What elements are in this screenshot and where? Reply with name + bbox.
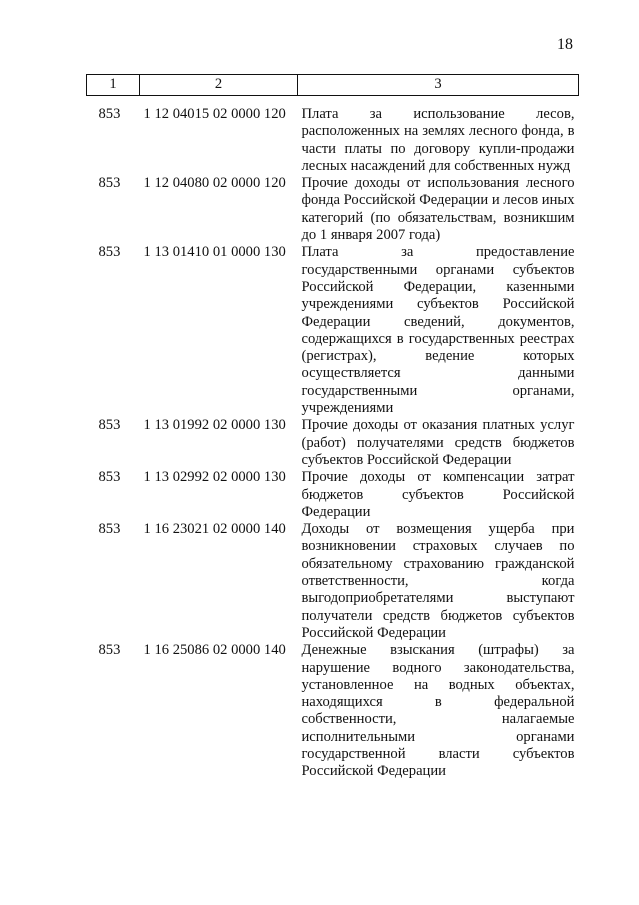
table-row (87, 521, 579, 642)
budget-code-cell: 1 16 25086 02 0000 140 (143, 642, 286, 659)
budget-code-cell: 1 13 02992 02 0000 130 (143, 469, 286, 486)
admin-code-cell: 853 (98, 244, 121, 261)
table-body (87, 96, 579, 781)
page-number: 18 (557, 36, 573, 53)
admin-code-cell: 853 (98, 469, 121, 486)
revenue-description-cell: Денежные взыскания (штрафы) за нарушение водного законодательства, установленное на водных объектах, находящихся в федеральной собственности, налагаемые исполнительными органами государственной власти субъектов Российской Федерации (301, 642, 575, 780)
admin-code-cell: 853 (98, 175, 121, 192)
revenue-description-cell: Прочие доходы от компенсации затрат бюджетов субъектов Российской Федерации (301, 469, 575, 520)
table-row (87, 642, 579, 780)
admin-code-cell: 853 (98, 642, 121, 659)
table-row (87, 469, 579, 521)
admin-code-cell: 853 (98, 417, 121, 434)
column-header-3: 3 (298, 75, 579, 96)
table-row (87, 417, 579, 469)
revenue-description-cell: Доходы от возмещения ущерба при возникновении страховых случаев по обязательному страхованию гражданской ответственности, когда выгодоприобретателями выступают получатели средств бюджетов субъектов Российской Федерации (301, 521, 575, 641)
table-header (87, 75, 579, 96)
table-row (87, 244, 579, 417)
revenue-codes-table (86, 74, 579, 781)
revenue-description-cell: Плата за использование лесов, расположенных на землях лесного фонда, в части платы по договору купли-продажи лесных насаждений для собственных нужд (301, 106, 575, 174)
revenue-description-cell: Прочие доходы от оказания платных услуг (работ) получателями средств бюджетов субъектов Российской Федерации (301, 417, 575, 468)
budget-code-cell: 1 13 01992 02 0000 130 (143, 417, 286, 434)
table-row (87, 175, 579, 244)
budget-code-cell: 1 12 04080 02 0000 120 (143, 175, 286, 192)
admin-code-cell: 853 (98, 521, 121, 538)
table-row (87, 106, 579, 175)
revenue-description-cell: Прочие доходы от использования лесного фонда Российской Федерации и лесов иных категорий (по обязательствам, возникшим до 1 января 2007 года) (301, 175, 575, 244)
budget-code-cell: 1 16 23021 02 0000 140 (143, 521, 286, 538)
admin-code-cell: 853 (98, 106, 121, 122)
budget-code-cell: 1 12 04015 02 0000 120 (143, 106, 286, 122)
budget-code-cell: 1 13 01410 01 0000 130 (143, 244, 286, 261)
column-header-2: 2 (140, 75, 298, 96)
column-header-1: 1 (87, 75, 140, 96)
revenue-description-cell: Плата за предоставление государственными органами субъектов Российской Федерации, казенными учреждениями субъектов Российской Федерации сведений, документов, содержащихся в государственных реестрах (регистрах), ведение которых осуществляется данными государственными органами, учреждениями (301, 244, 575, 417)
